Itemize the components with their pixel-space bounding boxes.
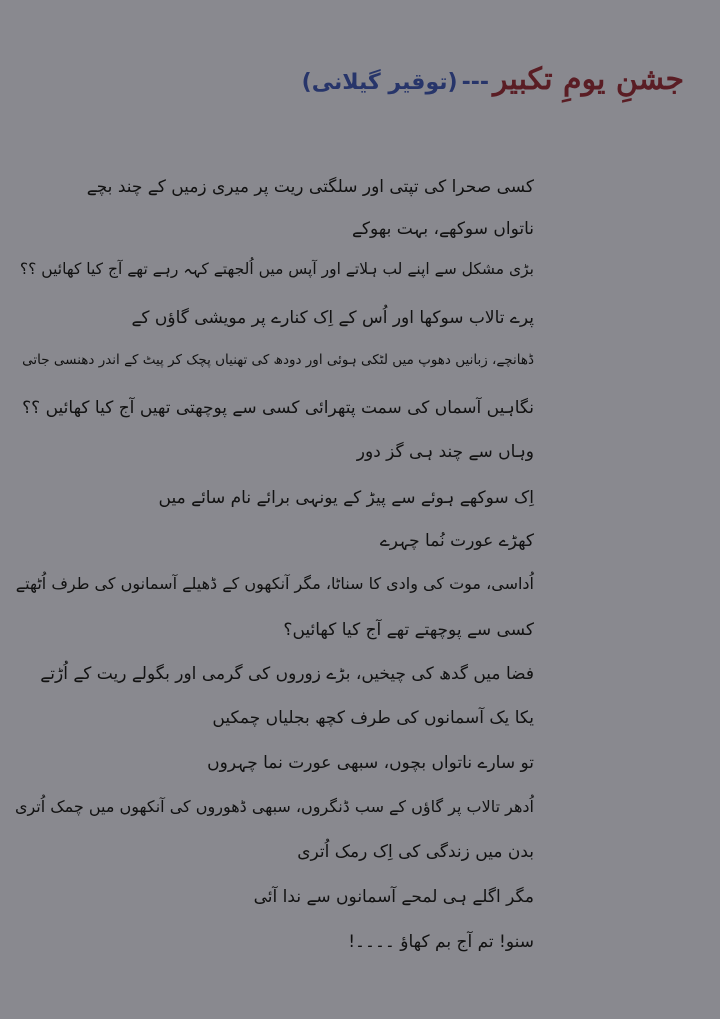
poem-line-17: مگر اگلے ہی لمحے آسمانوں سے ندا آئی bbox=[253, 887, 534, 907]
poem-author: (توقیر گیلانی) bbox=[301, 70, 458, 95]
title-separator: --- bbox=[461, 70, 489, 95]
poem-line-12: فضا میں گدھ کی چیخیں، بڑے زوروں کی گرمی اور بگولے ریت کے اُڑتے bbox=[40, 664, 534, 684]
poem-line-4: پرے تالاب سوکھا اور اُس کے اِک کنارے پر مویشی گاؤں کے bbox=[131, 308, 534, 328]
poem-line-2: ناتواں سوکھے، بہت بھوکے bbox=[351, 219, 534, 239]
poem-line-13: یکا یک آسمانوں کی طرف کچھ بجلیاں چمکیں bbox=[212, 708, 534, 728]
poem-line-1: کسی صحرا کی تپتی اور سلگتی ریت پر میری زمیں کے چند بچے bbox=[86, 177, 534, 197]
poem-title: جشنِ یومِ تکبیر bbox=[492, 62, 684, 97]
poem-line-16: بدن میں زندگی کی اِک رمک اُتری bbox=[297, 842, 534, 862]
poem-line-15: اُدھر تالاب پر گاؤں کے سب ڈنگروں، سبھی ڈھوروں کی آنکھوں میں چمک اُتری bbox=[14, 797, 534, 816]
poem-line-11: کسی سے پوچھتے تھے آج کیا کھائیں؟ bbox=[283, 620, 534, 640]
poem-line-5: ڈھانچے، زبانیں دھوپ میں لٹکی ہوئی اور دودھ کی تھنیاں پچک کر پیٹ کے اندر دھنسی جاتی bbox=[22, 352, 534, 368]
poem-line-7: وہاں سے چند ہی گز دور bbox=[356, 442, 534, 462]
poem-line-9: کھڑے عورت نُما چہرے bbox=[379, 531, 534, 551]
poem-line-14: تو سارے ناتواں بچوں، سبھی عورت نما چہروں bbox=[207, 753, 534, 773]
poem-line-6: نگاہیں آسماں کی سمت پتھرائی کسی سے پوچھتی تھیں آج کیا کھائیں ؟؟ bbox=[22, 398, 534, 418]
poem-line-3: بڑی مشکل سے اپنے لب ہلاتے اور آپس میں اُلجھتے کہہ رہے تھے آج کیا کھائیں ؟؟ bbox=[19, 260, 534, 278]
poem-line-8: اِک سوکھے ہوئے سے پیڑ کے یونہی برائے نام سائے میں bbox=[158, 488, 534, 508]
poem-line-18: سنو! تم آج بم کھاؤ ۔۔۔۔! bbox=[348, 932, 534, 952]
poem-line-10: اُداسی، موت کی وادی کا سناٹا، مگر آنکھوں کے ڈھیلے آسمانوں کی طرف اُٹھتے bbox=[15, 574, 534, 593]
